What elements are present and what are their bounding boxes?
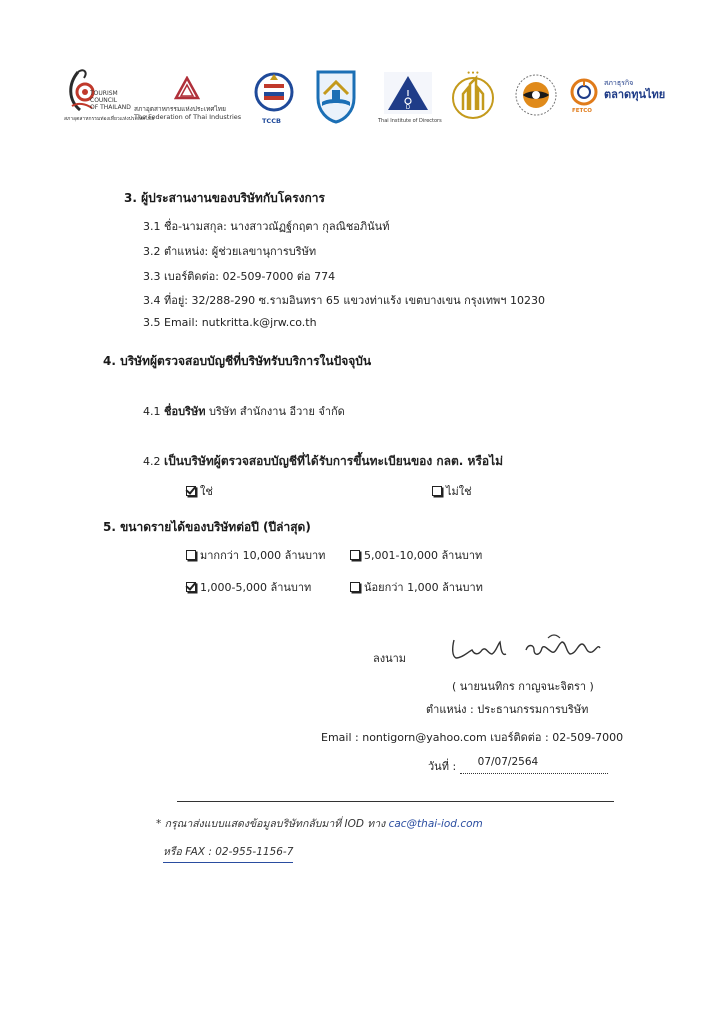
checkbox-checked-icon[interactable] bbox=[186, 486, 196, 496]
logo-strip bbox=[62, 66, 682, 130]
section-4-title: 4. บริษัทผู้ตรวจสอบบัญชีที่บริษัทรับบริการในปัจจุบัน bbox=[103, 354, 372, 368]
option-yes-label: ใช่ bbox=[200, 485, 213, 498]
revenue-option-label: 1,000-5,000 ล้านบาท bbox=[200, 581, 312, 594]
fti-logo bbox=[134, 76, 244, 124]
fetco-caption-th-2: ตลาดทุนไทย bbox=[604, 88, 666, 101]
signer-name: ( นายนนทิกร กาญจนะจิตรา ) bbox=[452, 680, 594, 693]
revenue-option-label: 5,001-10,000 ล้านบาท bbox=[364, 549, 483, 562]
svg-text:I: I bbox=[406, 89, 410, 98]
footer-note-text: * กรุณาส่งแบบแสดงข้อมูลบริษัทกลับมาที่ IOD ทาง bbox=[156, 818, 389, 830]
section-4-2-prefix: 4.2 bbox=[143, 455, 164, 468]
handwritten-signature bbox=[448, 630, 608, 666]
svg-text:D: D bbox=[405, 105, 411, 111]
tba-logo bbox=[314, 68, 360, 126]
option-no-label: ไม่ใช่ bbox=[446, 485, 472, 498]
section-4-1-prefix: 4.1 bbox=[143, 405, 164, 418]
checkbox-icon[interactable] bbox=[432, 486, 442, 496]
section-3-item-address: 3.4 ที่อยู่: 32/288-290 ซ.รามอินทรา 65 แขวงท่าแร้ง เขตบางเขน กรุงเทพฯ 10230 bbox=[143, 294, 545, 307]
footer-fax: หรือ FAX : 02-955-1156-7 bbox=[163, 843, 293, 863]
option-no[interactable] bbox=[432, 482, 472, 500]
date-label: วันที่ : bbox=[428, 760, 457, 773]
footer-note bbox=[156, 815, 483, 832]
tla-logo bbox=[514, 72, 558, 122]
iod-caption: Thai Institute of Directors bbox=[378, 118, 442, 124]
checkbox-checked-icon[interactable] bbox=[186, 582, 196, 592]
fti-caption-th: สภาอุตสาหกรรมแห่งประเทศไทย bbox=[134, 105, 226, 113]
signer-position: ตำแหน่ง : ประธานกรรมการบริษัท bbox=[426, 703, 589, 716]
section-4-1-label: ชื่อบริษัท bbox=[164, 405, 206, 418]
checkbox-icon[interactable] bbox=[350, 550, 360, 560]
footer-rule bbox=[177, 801, 614, 802]
section-3-item-phone: 3.3 เบอร์ติดต่อ: 02-509-7000 ต่อ 774 bbox=[143, 270, 336, 283]
tourism-caption-4: สภาอุตสาหกรรมท่องเที่ยวแห่งประเทศไทย bbox=[64, 116, 155, 122]
section-3-item-email: 3.5 Email: nutkritta.k@jrw.co.th bbox=[143, 316, 317, 329]
revenue-option-label: น้อยกว่า 1,000 ล้านบาท bbox=[364, 581, 483, 594]
date-field bbox=[460, 756, 608, 774]
footer-email-link[interactable]: cac@thai-iod.com bbox=[388, 818, 483, 830]
tourism-caption-1: TOURISM bbox=[90, 90, 118, 97]
section-4-2 bbox=[143, 452, 503, 471]
tourism-caption-2: COUNCIL bbox=[90, 97, 118, 104]
revenue-option-1000-5000[interactable] bbox=[186, 578, 311, 596]
checkbox-icon[interactable] bbox=[350, 582, 360, 592]
tourism-caption-3: OF THAILAND bbox=[90, 104, 131, 111]
tcc-logo bbox=[252, 70, 296, 126]
lca-logo bbox=[450, 68, 498, 126]
checkbox-icon[interactable] bbox=[186, 550, 196, 560]
revenue-option-over-10000[interactable] bbox=[186, 546, 325, 564]
option-yes[interactable] bbox=[186, 482, 213, 500]
section-4-1 bbox=[143, 402, 345, 420]
sign-date bbox=[428, 757, 608, 775]
section-5-title: 5. ขนาดรายได้ของบริษัทต่อปี (ปีล่าสุด) bbox=[103, 520, 311, 534]
iod-logo bbox=[378, 72, 442, 126]
revenue-option-5001-10000[interactable] bbox=[350, 546, 482, 564]
revenue-option-under-1000[interactable] bbox=[350, 578, 483, 596]
signer-contact: Email : nontigorn@yahoo.com เบอร์ติดต่อ : 02-509-7000 bbox=[321, 731, 624, 744]
fetco-logo bbox=[570, 78, 682, 122]
tourism-council-logo bbox=[62, 66, 155, 130]
section-4-2-question: เป็นบริษัทผู้ตรวจสอบบัญชีที่ได้รับการขึ้นทะเบียนของ กลต. หรือไม่ bbox=[164, 454, 504, 468]
svg-text:● ● ●: ● ● ● bbox=[467, 70, 479, 76]
fti-caption-en: The Federation of Thai Industries bbox=[134, 113, 242, 121]
date-value: 07/07/2564 bbox=[477, 756, 539, 768]
section-3-item-position: 3.2 ตำแหน่ง: ผู้ช่วยเลขานุการบริษัท bbox=[143, 245, 317, 258]
section-3-title: 3. ผู้ประสานงานของบริษัทกับโครงการ bbox=[124, 191, 325, 205]
section-3-item-name: 3.1 ชื่อ-นามสกุล: นางสาวณัฏฐ์กฤตา กุลณิชอภินันท์ bbox=[143, 220, 390, 233]
fetco-caption: FETCO bbox=[572, 108, 592, 114]
fetco-caption-th-1: สภาธุรกิจ bbox=[604, 79, 634, 87]
section-4-1-value: บริษัท สำนักงาน อีวาย จำกัด bbox=[205, 405, 345, 418]
sign-label: ลงนาม bbox=[373, 652, 407, 665]
tcc-caption: TCCB bbox=[262, 117, 281, 125]
revenue-option-label: มากกว่า 10,000 ล้านบาท bbox=[200, 549, 326, 562]
